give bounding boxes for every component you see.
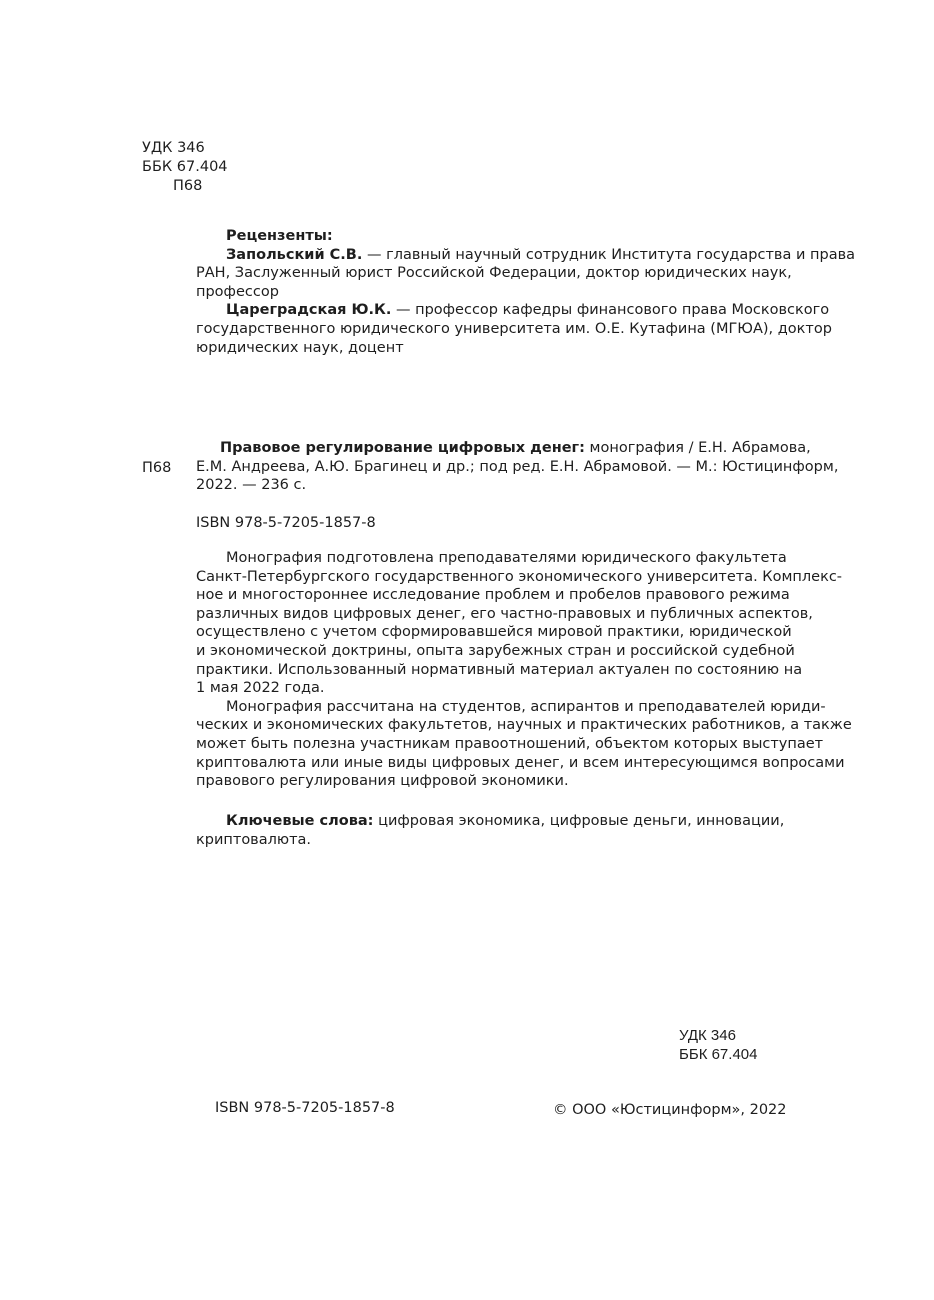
abstract-p2-line: криптовалюта или иные виды цифровых денег, и всем интересующимся вопросами: [196, 754, 845, 771]
reviewer-2-line-2: государственного юридического университета им. О.Е. Кутафина (МГЮА), доктор: [196, 320, 832, 337]
reviewer-1-line-2: РАН, Заслуженный юрист Российской Федерации, доктор юридических наук,: [196, 265, 792, 282]
keywords-line-2: криптовалюта.: [196, 831, 312, 848]
keywords-line-1: Ключевые слова: цифровая экономика, цифровые деньги, инновации,: [226, 813, 785, 829]
reviewers-section: [196, 227, 856, 357]
abstract-p1-line: Монография подготовлена преподавателями юридического факультета: [226, 550, 787, 566]
catalog-line-3: 2022. — 236 с.: [196, 477, 307, 494]
abstract-p2-line: ческих и экономических факультетов, научных и практических работников, а также: [196, 717, 852, 734]
abstract: [196, 549, 852, 791]
bbk-code: ББК 67.404: [142, 159, 228, 175]
abstract-p1-line: осуществлено с учетом сформировавшейся мировой практики, юридической: [196, 624, 792, 641]
reviewer-1-line-1: Запольский С.В. — главный научный сотрудник Института государства и права: [226, 246, 856, 263]
catalog-entry: [196, 439, 839, 495]
abstract-p1-line: практики. Использованный нормативный материал актуален по состоянию на: [196, 661, 803, 678]
catalog-line-1: Правовое регулирование цифровых денег: монография / Е.Н. Абрамова,: [220, 440, 811, 456]
copyright: © ООО «Юстицинформ», 2022: [553, 1102, 787, 1118]
keywords: [196, 812, 785, 849]
abstract-p1-line: ное и многостороннее исследование проблем и пробелов правового режима: [196, 587, 790, 604]
book-title: Правовое регулирование цифровых денег:: [220, 440, 585, 456]
isbn-top: ISBN 978-5-7205-1857-8: [196, 515, 376, 531]
abstract-p1-line: и экономической доктрины, опыта зарубежных стран и российской судебной: [196, 642, 795, 659]
abstract-p2-line: может быть полезна участникам правоотношений, объектом которых выступает: [196, 735, 824, 752]
footer-udk: УДК 346: [679, 1027, 736, 1044]
abstract-p1-line: 1 мая 2022 года.: [196, 680, 325, 697]
reviewer-1-line-3: профессор: [196, 283, 279, 300]
abstract-p1-line: Санкт-Петербургского государственного экономического университета. Комплекс-: [196, 568, 843, 585]
reviewers-heading: Рецензенты:: [226, 228, 333, 244]
abstract-p2-line: Монография рассчитана на студентов, аспирантов и преподавателей юриди-: [226, 698, 826, 715]
author-mark: П68: [173, 178, 203, 194]
footer-isbn: ISBN 978-5-7205-1857-8: [215, 1100, 395, 1116]
reviewer-2-line-1: Цареградская Ю.К. — профессор кафедры финансового права Московского: [226, 302, 830, 319]
udk-code: УДК 346: [142, 140, 205, 156]
abstract-p1-line: различных видов цифровых денег, его частно-правовых и публичных аспектов,: [196, 605, 813, 622]
reviewer-1-name: Запольский С.В.: [226, 246, 363, 263]
reviewer-2-line-3: юридических наук, доцент: [196, 339, 404, 356]
catalog-line-2: Е.М. Андреева, А.Ю. Брагинец и др.; под ред. Е.Н. Абрамовой. — М.: Юстицинформ,: [196, 458, 839, 475]
keywords-label: Ключевые слова:: [226, 813, 374, 829]
catalog-author-mark: П68: [142, 460, 172, 476]
footer-bbk: ББК 67.404: [679, 1046, 758, 1063]
abstract-p2-line: правового регулирования цифровой экономики.: [196, 773, 569, 790]
reviewer-2-name: Цареградская Ю.К.: [226, 302, 392, 319]
